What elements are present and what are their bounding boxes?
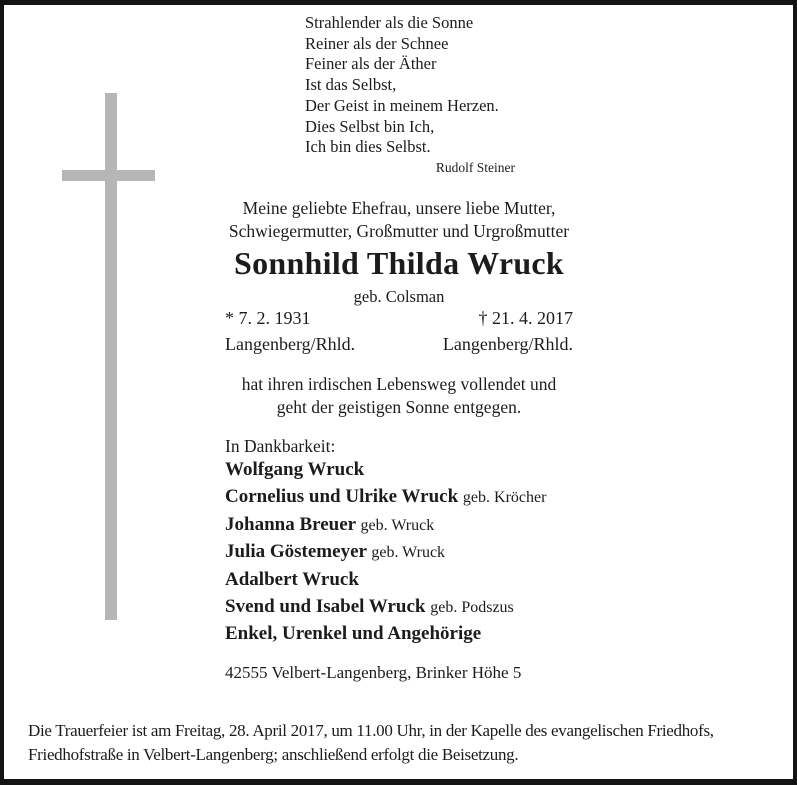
gratitude-label: In Dankbarkeit: <box>225 436 336 456</box>
tribute-line: hat ihren irdischen Lebensweg vollendet und <box>241 374 557 394</box>
mourner-name: Wolfgang Wruck <box>225 459 365 480</box>
cross-horizontal-bar <box>62 170 155 181</box>
deceased-name: Sonnhild Thilda Wruck <box>233 245 565 281</box>
mourner-name: Enkel, Urenkel und Angehörige <box>225 623 482 645</box>
mourner-entry <box>225 459 573 486</box>
mourner-entry <box>225 541 573 568</box>
intro-line: Schwiegermutter, Großmutter und Urgroßmutter <box>228 221 570 241</box>
tribute-text <box>225 373 573 419</box>
mourner-maiden-name: geb. Wruck <box>371 544 446 562</box>
poem-line: Strahlender als die Sonne <box>305 13 474 32</box>
funeral-notice-line: Die Trauerfeier ist am Freitag, 28. April 2017, um 11.00 Uhr, in der Kapelle des evangelischen Friedhofs, <box>28 721 714 740</box>
mourner-name: Svend und Isabel Wruck <box>225 595 426 617</box>
life-places <box>225 334 573 355</box>
mourners-list <box>225 459 573 651</box>
poem-line: Reiner als der Schnee <box>305 33 449 53</box>
death-date: † 21. 4. 2017 <box>478 308 573 328</box>
tribute-line: geht der geistigen Sonne entgegen. <box>276 397 522 417</box>
mourner-entry <box>225 486 573 513</box>
mourner-name: Cornelius und Ulrike Wruck <box>225 486 459 508</box>
intro-line: Meine geliebte Ehefrau, unsere liebe Mutter, <box>242 198 556 218</box>
mourner-entry <box>225 569 573 596</box>
mourner-name: Julia Göstemeyer <box>225 541 367 563</box>
poem-line: Feiner als der Äther <box>305 54 437 74</box>
birth-date: * 7. 2. 1931 <box>225 308 311 328</box>
funeral-notice <box>28 719 714 767</box>
notice-body <box>225 0 573 785</box>
maiden-name: geb. Colsman <box>353 287 445 306</box>
mourner-name: Adalbert Wruck <box>225 568 359 590</box>
poem-attribution: Rudolf Steiner <box>435 159 515 175</box>
mourner-maiden-name: geb. Wruck <box>360 516 435 534</box>
poem-line: Dies Selbst bin Ich, <box>305 116 435 136</box>
death-place: Langenberg/Rhld. <box>442 334 573 354</box>
mourner-maiden-name: geb. Podszus <box>430 598 514 616</box>
life-dates <box>225 308 573 329</box>
mourner-maiden-name: geb. Kröcher <box>462 489 547 507</box>
mourner-name: Johanna Breuer <box>225 513 356 535</box>
mourner-entry <box>225 623 573 650</box>
family-address: 42555 Velbert-Langenberg, Brinker Höhe 5 <box>225 663 522 682</box>
poem-line: Ist das Selbst, <box>305 75 397 95</box>
funeral-notice-line: Friedhofstraße in Velbert-Langenberg; anschließend erfolgt die Beisetzung. <box>28 745 519 764</box>
poem-line: Der Geist in meinem Herzen. <box>305 95 499 115</box>
mourner-entry <box>225 596 573 623</box>
poem-line: Ich bin dies Selbst. <box>305 137 431 157</box>
mourner-entry <box>225 514 573 541</box>
birth-place: Langenberg/Rhld. <box>225 334 356 354</box>
intro-text <box>225 197 573 243</box>
